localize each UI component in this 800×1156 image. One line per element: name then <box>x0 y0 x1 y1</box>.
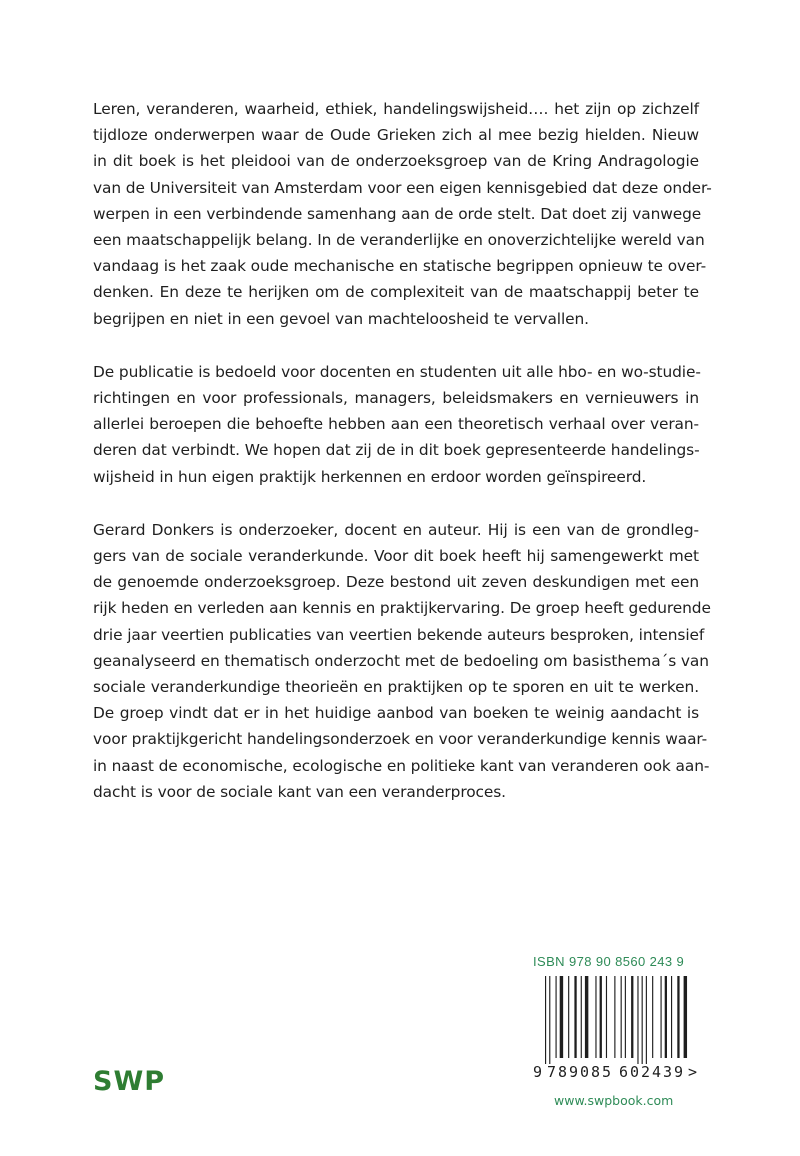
text-line: voor praktijkgericht handelingsonderzoek en voor veranderkundige kennis waar- <box>93 730 708 749</box>
barcode-bar <box>621 976 622 1058</box>
text-line: een maatschappelijk belang. In de veranderlijke en onoverzichtelijke wereld van <box>93 231 705 250</box>
barcode-bar <box>631 976 633 1058</box>
text-line: in naast de economische, ecologische en politieke kant van veranderen ook aan- <box>93 756 710 775</box>
barcode-first-digit: 9 <box>533 1063 543 1080</box>
barcode-bar <box>625 976 626 1058</box>
barcode-bar <box>642 976 643 1064</box>
text-line: richtingen en voor professionals, managers, beleidsmakers en vernieuwers in <box>93 389 699 408</box>
swp-logo: SWP <box>93 1066 166 1097</box>
text-line: rijk heden en verleden aan kennis en praktijkervaring. De groep heeft gedurende <box>93 599 711 618</box>
text-line: sociale veranderkundige theorieën en praktijken op te sporen en uit te werken. <box>93 678 699 697</box>
back-cover-text <box>93 96 712 832</box>
text-line: wijsheid in hun eigen praktijk herkennen en erdoor worden geïnspireerd. <box>93 467 647 486</box>
barcode-bar <box>581 976 582 1058</box>
barcode-bar <box>545 976 546 1064</box>
barcode-bar <box>646 976 647 1064</box>
text-line: de genoemde onderzoeksgroep. Deze bestond uit zeven deskundigen met een <box>93 573 699 592</box>
text-line: vandaag is het zaak oude mechanische en statische begrippen opnieuw te over- <box>93 257 707 276</box>
paragraph-author <box>93 517 711 805</box>
barcode-tail: > <box>688 1063 698 1080</box>
barcode-bar <box>614 976 615 1058</box>
barcode-bar <box>637 976 638 1064</box>
text-line: drie jaar veertien publicaties van veertien bekende auteurs besproken, intensief <box>93 625 705 644</box>
barcode-group-2: 602439 <box>619 1063 683 1080</box>
barcode-bar <box>595 976 596 1058</box>
barcode-bar <box>665 976 667 1058</box>
paragraph-audience <box>93 359 699 490</box>
barcode-bar <box>600 976 602 1058</box>
barcode-bar <box>568 976 569 1058</box>
barcode-bar <box>606 976 607 1058</box>
text-line: geanalyseerd en thematisch onderzocht met de bedoeling om basisthema´s van <box>93 651 709 670</box>
text-line: denken. En deze te herijken om de complexiteit van de maatschappij beter te <box>93 283 699 302</box>
barcode-bar <box>574 976 576 1058</box>
text-line: De publicatie is bedoeld voor docenten en studenten uit alle hbo- en wo-studie- <box>93 362 701 381</box>
text-line: allerlei beroepen die behoefte hebben aan een theoretisch verhaal over veran- <box>93 415 699 434</box>
text-line: Leren, veranderen, waarheid, ethiek, handelingswijsheid…. het zijn op zichzelf <box>93 100 699 118</box>
barcode-bar <box>671 976 672 1058</box>
website-url[interactable]: www.swpbook.com <box>554 1093 674 1108</box>
text-line: van de Universiteit van Amsterdam voor een eigen kennisgebied dat deze onder- <box>93 178 712 197</box>
barcode <box>533 976 699 1080</box>
text-line: De groep vindt dat er in het huidige aanbod van boeken te weinig aandacht is <box>93 704 699 723</box>
text-line: deren dat verbindt. We hopen dat zij de in dit boek gepresenteerde handelings- <box>93 441 700 460</box>
text-line: dacht is voor de sociale kant van een veranderproces. <box>93 782 506 801</box>
barcode-bar <box>661 976 662 1058</box>
paragraph-intro <box>93 96 712 332</box>
barcode-bar <box>585 976 588 1058</box>
text-line: gers van de sociale veranderkunde. Voor dit boek heeft hij samengewerkt met <box>93 547 699 566</box>
barcode-bars <box>545 976 687 1064</box>
text-line: tijdloze onderwerpen waar de Oude Grieken zich al mee bezig hielden. Nieuw <box>93 126 699 145</box>
text-line: in dit boek is het pleidooi van de onderzoeksgroep van de Kring Andragologie <box>93 152 699 171</box>
barcode-bar <box>652 976 653 1058</box>
isbn-label: ISBN 978 90 8560 243 9 <box>533 954 685 969</box>
text-line: begrijpen en niet in een gevoel van machteloosheid te vervallen. <box>93 309 589 328</box>
barcode-bar <box>549 976 550 1064</box>
barcode-bar <box>677 976 679 1058</box>
text-line: Gerard Donkers is onderzoeker, docent en auteur. Hij is een van de grondleg- <box>93 520 699 539</box>
barcode-group-1: 789085 <box>547 1063 611 1080</box>
barcode-bar <box>556 976 557 1058</box>
barcode-bar <box>560 976 563 1058</box>
barcode-bar <box>684 976 687 1058</box>
text-line: werpen in een verbindende samenhang aan de orde stelt. Dat doet zij vanwege <box>93 204 702 223</box>
